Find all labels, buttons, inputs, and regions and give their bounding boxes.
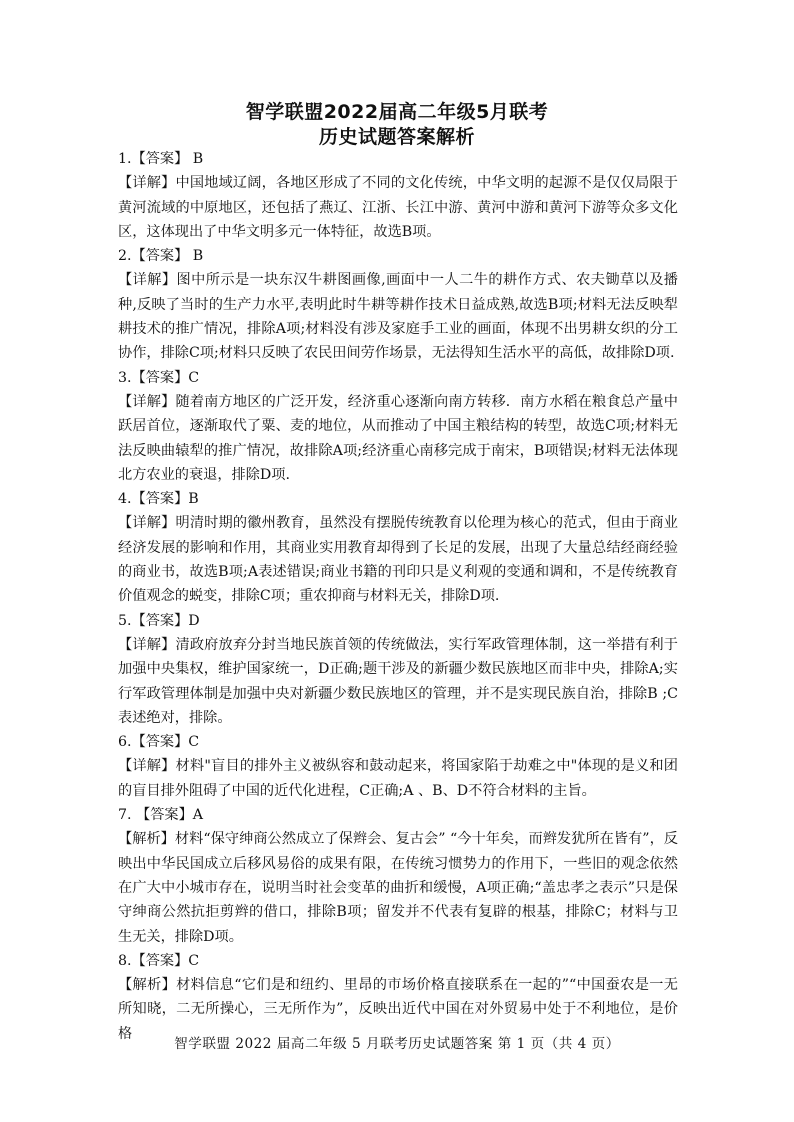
answer-line: 7. 【答案】A (118, 807, 204, 824)
answer-line: 2.【答案】 B (118, 248, 204, 265)
answer-line: 5.【答案】D (118, 612, 200, 629)
answer-explanation: 【解析】材料信息“它们是和纽约、里昂的市场价格直接联系在一起的”“中国蚕农是一无所知晓，二无所操心，三无所作为”，反映出近代中国在对外贸易中处于不利地位，是价格 (118, 977, 678, 1042)
answer-item-6 (118, 730, 678, 803)
answer-explanation: 【详解】材料"盲目的排外主义被纵容和鼓动起来，将国家陷于劫难之中"体现的是义和团的盲目排外阻碍了中国的近代化进程，C正确;A 、B、D不符合材料的主旨。 (118, 758, 678, 799)
answer-line: 6.【答案】C (118, 734, 200, 751)
answer-explanation: 【详解】图中所示是一块东汉牛耕图画像,画面中一人二牛的耕作方式、农夫锄草以及播种,反映了当时的生产力水平,表明此时牛耕等耕作技术日益成熟,故选B项;材料无法反映犁耕技术的推广情况，排除A项;材料没有涉及家庭手工业的画面，体现不出男耕女织的分工协作，排除C项;材料只反映了农民田间劳作场景，无法得知生活水平的高低，故排除D项. (118, 272, 678, 362)
answer-line: 3.【答案】C (118, 369, 200, 386)
answer-item-1 (118, 147, 678, 244)
answer-explanation: 【解析】材料“保守绅商公然成立了保辫会、复古会” “今十年矣，而辫发犹所在皆有”，反映出中华民国成立后移风易俗的成果有限，在传统习惯势力的作用下，一些旧的观念依然在广大中小城市存在，说明当时社会变革的曲折和缓慢，A项正确;“盖忠孝之表示”只是保守绅商公然抗拒剪辫的借口，排除B项；留发并不代表有复辟的根基，排除C；材料与卫生无关，排除D项。 (118, 831, 678, 945)
answer-line: 8.【答案】C (118, 952, 200, 969)
answer-explanation: 【详解】明清时期的徽州教育，虽然没有摆脱传统教育以伦理为核心的范式，但由于商业经济发展的影响和作用，其商业实用教育却得到了长足的发展，出现了大量总结经商经验的商业书，故选B项;A表述错误;商业书籍的刊印只是义利观的变通和调和，不是传统教育价值观念的蜕变，排除C项；重农抑商与材料无关，排除D项. (118, 515, 678, 605)
answer-explanation: 【详解】随着南方地区的广泛开发，经济重心逐渐向南方转移．南方水稻在粮食总产量中跃居首位，逐渐取代了粟、麦的地位，从而推动了中国主粮结构的转型，故选C项;材料无法反映曲辕犁的推广情况，故排除A项;经济重心南移完成于南宋，B项错误;材料无法体现北方农业的衰退，排除D项. (118, 393, 678, 483)
page-subtitle: 历史试题答案解析 (318, 126, 475, 148)
page-title: 智学联盟2022届高二年级5月联考 (245, 101, 549, 123)
answer-item-4 (118, 487, 678, 608)
answer-item-5 (118, 609, 678, 730)
answer-explanation: 【详解】清政府放弃分封当地民族首领的传统做法，实行军政管理体制，这一举措有利于加强中央集权，维护国家统一，D正确;题干涉及的新疆少数民族地区而非中央，排除A;实行军政管理体制是加强中央对新疆少数民族地区的管理，并不是实现民族自治，排除B ;C表述绝对，排除。 (118, 636, 678, 726)
page-footer: 智学联盟 2022 届高二年级 5 月联考历史试题答案 第 1 页（共 4 页） (174, 1036, 620, 1052)
answer-line: 4.【答案】B (118, 491, 199, 508)
answer-item-3 (118, 366, 678, 487)
answer-item-2 (118, 244, 678, 365)
answer-item-7 (118, 803, 678, 949)
answer-explanation: 【详解】中国地域辽阔，各地区形成了不同的文化传统，中华文明的起源不是仅仅局限于黄河流域的中原地区，还包括了燕辽、江浙、长江中游、黄河中游和黄河下游等众多文化区，这体现出了中华文明多元一体特征，故选B项。 (118, 175, 678, 240)
answer-line: 1.【答案】 B (118, 151, 204, 167)
answer-list (118, 147, 678, 1046)
